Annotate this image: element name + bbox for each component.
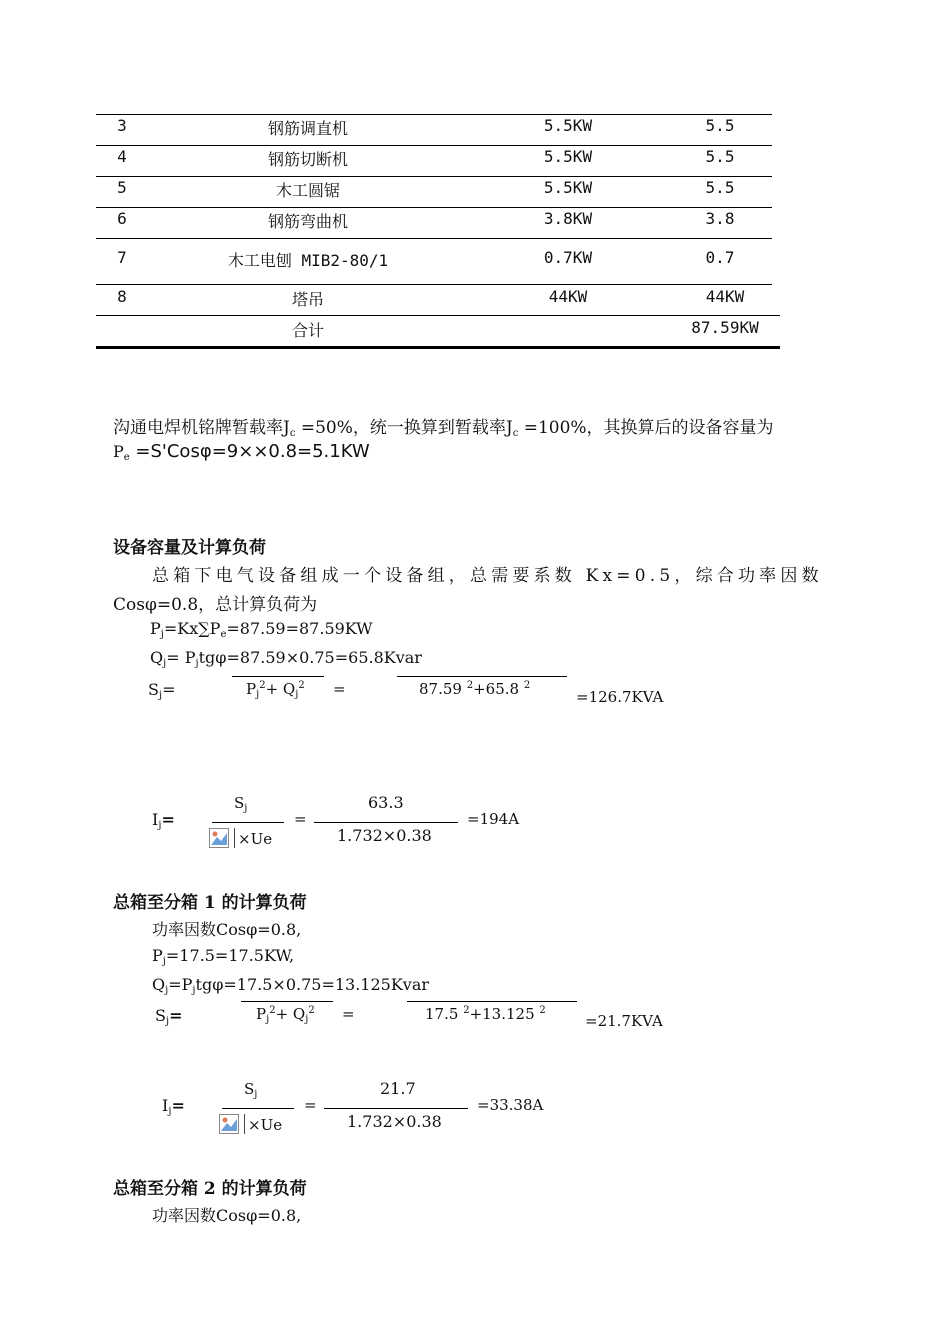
table-row: 钢筋切断机 <box>267 150 348 169</box>
section-title: 设备容量及计算负荷 <box>113 538 266 558</box>
table-row: 6 <box>117 209 127 228</box>
formula-qj: $Q_j=P_jtg\varphi=17.5\times 0.75=13.125Kvar$ <box>152 975 430 996</box>
table-row: 5.5 <box>705 116 735 135</box>
table-row: 木工电刨 MIB2-80/1 <box>227 251 389 270</box>
table-row: 44KW <box>705 287 745 306</box>
table-rule <box>96 315 780 316</box>
formula-pj: $P_j=Kx\sum P_e=87.59=87.59KW$ <box>150 619 373 640</box>
table-bottom-rule <box>96 346 780 349</box>
table-row: 7 <box>117 248 127 267</box>
radical-bar <box>397 676 567 677</box>
radical-bar <box>241 1001 333 1002</box>
paragraph: 功率因数Cosφ=0.8, <box>152 920 302 939</box>
table-row: 3.8KW <box>543 209 593 228</box>
section-title: 总箱至分箱 1 的计算负荷 <box>113 893 307 913</box>
paragraph: 功率因数Cosφ=0.8, <box>152 1206 302 1225</box>
table-row: 8 <box>117 287 127 306</box>
table-row: 0.7 <box>705 248 735 267</box>
table-rule <box>96 145 772 146</box>
paragraph: 总箱下电气设备组成一个设备组，总需要系数 Kx=0.5，综合功率因数 <box>152 566 823 586</box>
section-title: 总箱至分箱 2 的计算负荷 <box>113 1179 307 1199</box>
table-total-value: 87.59KW <box>691 318 759 337</box>
fraction-bar <box>222 1108 294 1109</box>
table-row: 4 <box>117 147 127 166</box>
fraction-bar <box>212 822 284 823</box>
table-row: 3 <box>117 116 127 135</box>
table-row: 44KW <box>548 287 588 306</box>
table-row: 3.8 <box>705 209 735 228</box>
table-row: 0.7KW <box>543 248 593 267</box>
welder-line-1: 沟通电焊机铭牌暂载率$J_c =50\%$，统一换算到暂载率$J_c =100\%$，其换算后的设备容量为 <box>113 418 774 439</box>
fraction-bar <box>314 822 458 823</box>
paragraph: Cosφ=0.8，总计算负荷为 <box>113 595 318 615</box>
table-row: 5.5 <box>705 147 735 166</box>
table-row: 钢筋弯曲机 <box>267 212 348 231</box>
table-row: 5.5KW <box>543 147 593 166</box>
radical-bar <box>407 1001 577 1002</box>
formula-qj: $Q_j=$ $P_jtg\varphi=87.59\times 0.75=65.8Kvar$ <box>150 648 422 669</box>
table-row: 5 <box>117 178 127 197</box>
table-total-label: 合计 <box>291 321 324 340</box>
table-rule <box>96 238 772 239</box>
table-row: 5.5KW <box>543 178 593 197</box>
broken-image-icon <box>209 828 229 848</box>
table-row: 5.5KW <box>543 116 593 135</box>
fraction-bar <box>324 1108 468 1109</box>
table-rule <box>96 114 772 115</box>
table-rule <box>96 207 772 208</box>
radical-bar <box>232 676 324 677</box>
table-rule <box>96 176 772 177</box>
formula-pj: $P_j=17.5=17.5KW$, <box>152 946 295 967</box>
welder-line-2: $P_e =S'Cos\varphi=9\times\times 0.8=5.1KW$ <box>113 441 370 463</box>
table-row: 钢筋调直机 <box>267 119 348 138</box>
broken-image-icon <box>219 1114 239 1134</box>
table-row: 塔吊 <box>291 290 324 309</box>
table-row: 5.5 <box>705 178 735 197</box>
table-row: 木工圆锯 <box>275 181 340 200</box>
table-rule <box>96 284 772 285</box>
